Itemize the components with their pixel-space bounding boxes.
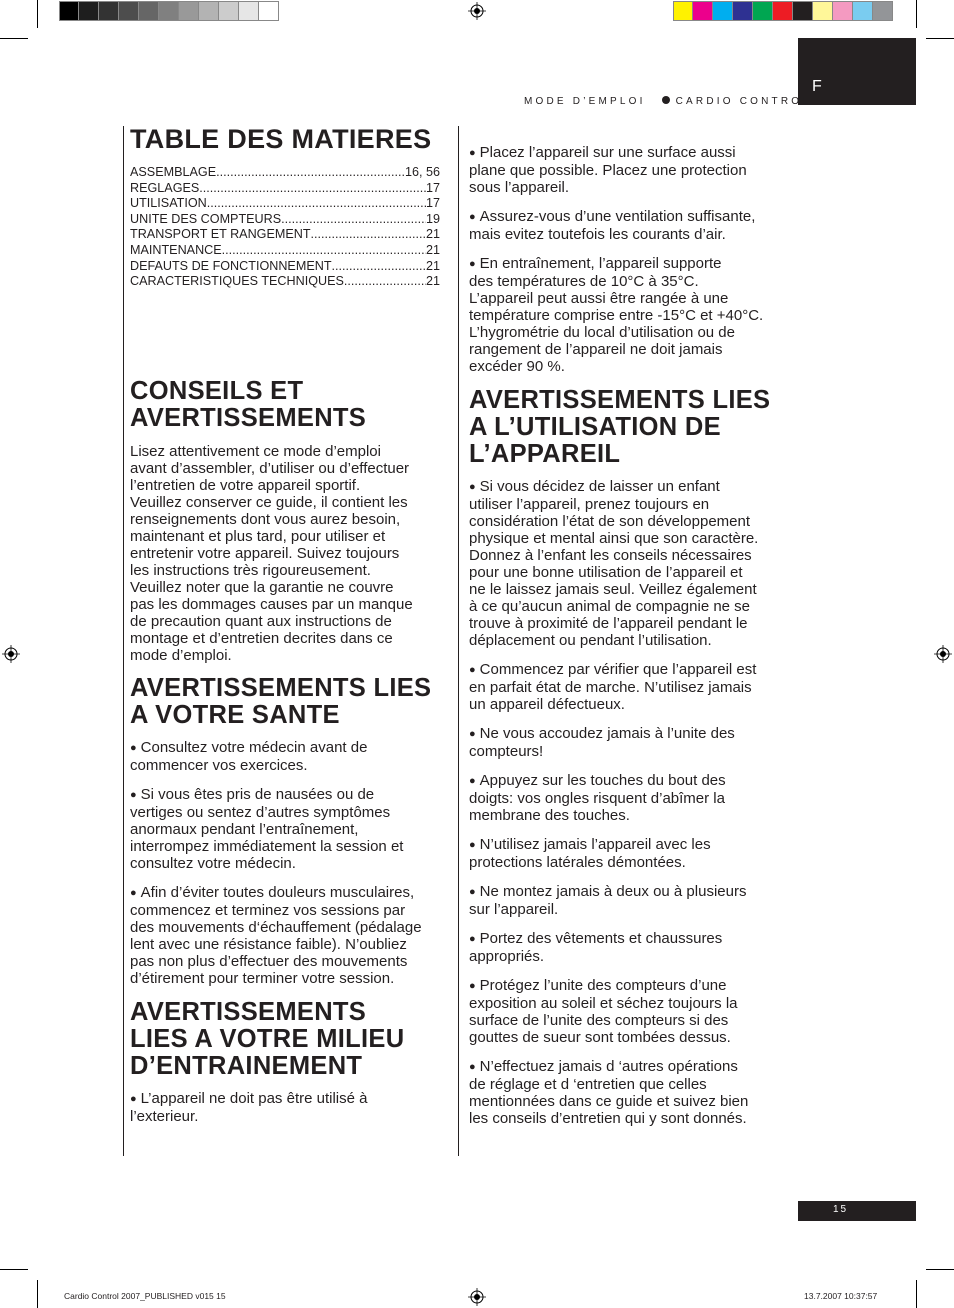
- text-line: à ce qu’aucun animal de compagnie ne se: [469, 598, 751, 615]
- calibration-swatch: [693, 1, 713, 21]
- text-line: Commencez par vérifier que l’appareil est: [479, 661, 757, 678]
- text-line: lent avec une résistance faible). N’oubliez: [130, 936, 407, 953]
- language-tab-label: F: [812, 78, 822, 95]
- print-slug-right: 13.7.2007 10:37:57: [804, 1291, 878, 1301]
- text-line: un appareil défectueux.: [469, 696, 625, 713]
- crop-mark: [0, 38, 28, 39]
- text-line: Portez des vêtements et chaussures: [479, 930, 723, 947]
- toc-entry: [130, 243, 440, 259]
- text-line: les instructions très rigoureusement.: [130, 562, 371, 579]
- crop-mark: [37, 0, 38, 28]
- text-line: N’effectuez jamais d ‘autres opérations: [479, 1058, 738, 1075]
- text-line: interrompez immédiatement la session et: [130, 838, 404, 855]
- page-number-tab: [798, 1201, 916, 1221]
- toc-entry-label: DEFAUTS DE FONCTIONNEMENT: [130, 258, 332, 273]
- text-line: compteurs!: [469, 743, 544, 760]
- text-line: physique et mental ainsi que son caractère.: [469, 530, 759, 547]
- text-line: vertiges ou sentez d’autres symptômes: [130, 804, 391, 821]
- text-line: entretenir votre appareil. Suivez toujours: [130, 545, 400, 562]
- calibration-swatch: [853, 1, 873, 21]
- bullet-icon: [662, 96, 670, 104]
- text-line: Si vous décidez de laisser un enfant: [479, 478, 720, 495]
- toc-leader-dots: [344, 274, 426, 290]
- crop-mark: [0, 1269, 28, 1270]
- text-line: Veuillez noter que la garantie ne couvre: [130, 579, 394, 596]
- calibration-swatch: [673, 1, 693, 21]
- text-line: Assurez-vous d’une ventilation suffisante,: [479, 208, 756, 225]
- conseils-paragraph: [130, 443, 450, 664]
- calibration-swatch: [773, 1, 793, 21]
- text-line: Protégez l’unite des compteurs d’une: [479, 977, 727, 994]
- toc-entry-label: ASSEMBLAGE: [130, 165, 217, 179]
- text-line: gouttes de sueur sont tombées dessus.: [469, 1029, 731, 1046]
- toc-entry-page: 19: [425, 211, 440, 226]
- section-title-line: LIES A VOTRE MILIEU: [130, 1025, 405, 1053]
- section-title-line: AVERTISSEMENTS: [130, 404, 367, 432]
- text-line: anormaux pendant l’entraînement,: [130, 821, 359, 838]
- left-column: [130, 126, 448, 290]
- toc-leader-dots: [216, 165, 405, 181]
- toc-entry: [130, 212, 440, 228]
- text-line: commencez et terminez vos sessions par: [130, 902, 406, 919]
- text-line: température comprise entre -15°C et +40°C.: [469, 307, 764, 324]
- text-line: pour une bonne utilisation de l’appareil et: [469, 564, 743, 581]
- milieu-bullet-3: [469, 208, 789, 243]
- toc-entry-label: CARACTERISTIQUES TECHNIQUES: [130, 274, 344, 289]
- text-line: commencer vos exercices.: [130, 757, 308, 774]
- text-line: Afin d’éviter toutes douleurs musculaires,: [140, 884, 415, 901]
- text-line: déplacement ou pendant l’utilisation.: [469, 632, 712, 649]
- utilisation-bullet-1: [469, 478, 789, 649]
- text-line: consultez votre médecin.: [130, 855, 296, 872]
- text-line: Placez l’appareil sur une surface aussi: [479, 144, 736, 161]
- toc-entry: [130, 274, 440, 290]
- toc-entry-page: 21: [425, 258, 440, 273]
- toc-entry-label: MAINTENANCE: [130, 242, 222, 257]
- toc-entry-page: 21: [425, 242, 440, 257]
- text-line: maintenant et plus tard, pour utiliser et: [130, 528, 386, 545]
- running-head-left: MODE D’EMPLOI: [524, 96, 646, 107]
- text-line: L’appareil peut aussi être rangée à une: [469, 290, 729, 307]
- column-rule-left: [123, 126, 124, 1156]
- text-line: l’exterieur.: [130, 1108, 199, 1125]
- color-calibration-strip: [673, 1, 893, 21]
- toc-entry-page: 21: [425, 274, 440, 289]
- table-of-contents: [130, 165, 448, 290]
- section-title-line: A VOTRE SANTE: [130, 701, 340, 729]
- milieu-bullet-2: [469, 144, 789, 196]
- sante-bullet-2: [130, 786, 450, 872]
- toc-leader-dots: [222, 243, 426, 259]
- utilisation-bullet-4: [469, 772, 789, 824]
- toc-entry: [130, 227, 440, 243]
- text-line: renseignements dont vous aurez besoin,: [130, 511, 401, 528]
- grayscale-calibration-strip: [59, 1, 279, 21]
- calibration-swatch: [259, 1, 279, 21]
- print-slug-left: Cardio Control 2007_PUBLISHED v015 15: [64, 1291, 226, 1301]
- text-line: de réglage et d ‘entretien que celles: [469, 1076, 707, 1093]
- calibration-swatch: [99, 1, 119, 21]
- calibration-swatch: [733, 1, 753, 21]
- utilisation-bullet-7: [469, 930, 789, 965]
- section-title-line: A L’UTILISATION DE: [469, 413, 721, 441]
- calibration-swatch: [159, 1, 179, 21]
- text-line: mais evitez toutefois les courants d’air.: [469, 226, 726, 243]
- text-line: membrane des touches.: [469, 807, 630, 824]
- right-column: [469, 144, 789, 1127]
- section-title-milieu: [130, 999, 450, 1080]
- registration-mark-icon: [934, 645, 952, 663]
- calibration-swatch: [713, 1, 733, 21]
- toc-leader-dots: [332, 259, 426, 275]
- text-line: sous l’appareil.: [469, 179, 570, 196]
- section-title-sante: [130, 675, 450, 729]
- section-title-line: L’APPAREIL: [469, 440, 621, 468]
- utilisation-bullet-2: [469, 661, 789, 713]
- toc-entry-page: 16, 56: [404, 165, 440, 179]
- toc-leader-dots: [207, 196, 426, 212]
- utilisation-bullet-5: [469, 836, 789, 871]
- registration-mark-icon: [468, 1288, 486, 1306]
- registration-mark-icon: [468, 2, 486, 20]
- calibration-swatch: [139, 1, 159, 21]
- text-line: Veuillez conserver ce guide, il contient les: [130, 494, 408, 511]
- toc-entry-label: UNITE DES COMPTEURS: [130, 211, 282, 226]
- text-line: Si vous êtes pris de nausées ou de: [140, 786, 375, 803]
- text-line: Donnez à l’enfant les conseils nécessaires: [469, 547, 752, 564]
- text-line: plane que possible. Placez une protection: [469, 162, 747, 179]
- calibration-swatch: [219, 1, 239, 21]
- left-column-sections: [130, 378, 450, 1125]
- column-rule-middle: [458, 126, 459, 1156]
- text-line: Lisez attentivement ce mode d’emploi: [130, 443, 381, 460]
- calibration-swatch: [813, 1, 833, 21]
- calibration-swatch: [833, 1, 853, 21]
- text-line: Ne vous accoudez jamais à l’unite des: [479, 725, 735, 742]
- text-line: utiliser l’appareil, prenez toujours en: [469, 496, 710, 513]
- calibration-swatch: [793, 1, 813, 21]
- text-line: Appuyez sur les touches du bout des: [479, 772, 726, 789]
- crop-mark: [926, 38, 954, 39]
- text-line: trouve à proximité de l’appareil pendant le: [469, 615, 748, 632]
- section-title-conseils: [130, 378, 450, 432]
- sante-bullet-1: [130, 739, 450, 774]
- utilisation-bullet-9: [469, 1058, 789, 1127]
- text-line: pas les dommages causes par un manque: [130, 596, 413, 613]
- text-line: l’entretien de votre appareil sportif.: [130, 477, 361, 494]
- milieu-bullet-4: [469, 255, 789, 375]
- toc-entry-label: UTILISATION: [130, 196, 207, 211]
- section-title-line: AVERTISSEMENTS: [130, 998, 367, 1026]
- toc-entry-label: TRANSPORT ET RANGEMENT: [130, 227, 311, 242]
- text-line: surface de l’unite des compteurs si des: [469, 1012, 729, 1029]
- calibration-swatch: [79, 1, 99, 21]
- text-line: d’étirement pour terminer votre session.: [130, 970, 395, 987]
- text-line: les conseils d’entretien qui y sont donnés.: [469, 1110, 747, 1127]
- crop-mark: [916, 1280, 917, 1308]
- text-line: En entraînement, l’appareil supporte: [479, 255, 722, 272]
- toc-entry-page: 17: [425, 196, 440, 211]
- text-line: L’appareil ne doit pas être utilisé à: [140, 1090, 368, 1107]
- text-line: Ne montez jamais à deux ou à plusieurs: [479, 883, 747, 900]
- text-line: Consultez votre médecin avant de: [140, 739, 368, 756]
- text-line: excéder 90 %.: [469, 358, 565, 375]
- text-line: des mouvements d‘échauffement (pédalage: [130, 919, 422, 936]
- section-title-utilisation: [469, 387, 789, 468]
- toc-entry-page: 21: [425, 227, 440, 242]
- text-line: des températures de 10°C à 35°C.: [469, 273, 699, 290]
- running-head-right: CARDIO CONTROL: [675, 96, 811, 107]
- text-line: rangement de l’appareil ne doit jamais: [469, 341, 723, 358]
- toc-entry-page: 17: [425, 180, 440, 195]
- text-line: ne le laissez jamais seul. Veillez également: [469, 581, 757, 598]
- section-title-line: AVERTISSEMENTS LIES: [469, 386, 771, 414]
- calibration-swatch: [239, 1, 259, 21]
- toc-entry: [130, 259, 440, 275]
- text-line: pas non plus d’effectuer des mouvements: [130, 953, 408, 970]
- text-line: mode d’emploi.: [130, 647, 232, 664]
- toc-leader-dots: [199, 181, 426, 197]
- page-number: 15: [833, 1204, 849, 1215]
- toc-entry: [130, 196, 440, 212]
- running-head: [524, 96, 811, 107]
- text-line: N’utilisez jamais l’appareil avec les: [479, 836, 711, 853]
- text-line: protections latérales démontées.: [469, 854, 686, 871]
- crop-mark: [916, 0, 917, 28]
- text-line: L’hygrométrie du local d’utilisation ou de: [469, 324, 735, 341]
- crop-mark: [37, 1280, 38, 1308]
- toc-entry: [130, 165, 440, 181]
- toc-entry-label: REGLAGES: [130, 180, 200, 195]
- utilisation-bullet-3: [469, 725, 789, 760]
- toc-title: TABLE DES MATIERES: [130, 124, 432, 154]
- calibration-swatch: [199, 1, 219, 21]
- text-line: appropriés.: [469, 948, 545, 965]
- text-line: sur l’appareil.: [469, 901, 559, 918]
- text-line: en parfait état de marche. N’utilisez jamais: [469, 679, 752, 696]
- calibration-swatch: [59, 1, 79, 21]
- utilisation-bullet-8: [469, 977, 789, 1046]
- sante-bullet-3: [130, 884, 450, 987]
- toc-leader-dots: [281, 212, 426, 228]
- section-title-line: AVERTISSEMENTS LIES: [130, 674, 432, 702]
- text-line: mentionnées dans ce guide et suivez bien: [469, 1093, 749, 1110]
- text-line: de precaution quant aux instructions de: [130, 613, 392, 630]
- text-line: considération l’état de son développement: [469, 513, 751, 530]
- language-tab: [798, 38, 916, 105]
- crop-mark: [926, 1269, 954, 1270]
- registration-mark-icon: [2, 645, 20, 663]
- calibration-swatch: [873, 1, 893, 21]
- calibration-swatch: [753, 1, 773, 21]
- text-line: exposition au soleil et séchez toujours la: [469, 995, 738, 1012]
- milieu-bullet-1: [130, 1090, 450, 1125]
- calibration-swatch: [179, 1, 199, 21]
- utilisation-bullet-6: [469, 883, 789, 918]
- text-line: doigts: vos ongles risquent d’abîmer la: [469, 790, 725, 807]
- toc-leader-dots: [311, 227, 426, 243]
- text-line: avant d’assembler, d’utiliser ou d’effectuer: [130, 460, 410, 477]
- toc-entry: [130, 181, 440, 197]
- text-line: montage et d’entretien decrites dans ce: [130, 630, 393, 647]
- section-title-line: D’ENTRAINEMENT: [130, 1052, 363, 1080]
- calibration-swatch: [119, 1, 139, 21]
- section-title-line: CONSEILS ET: [130, 377, 304, 405]
